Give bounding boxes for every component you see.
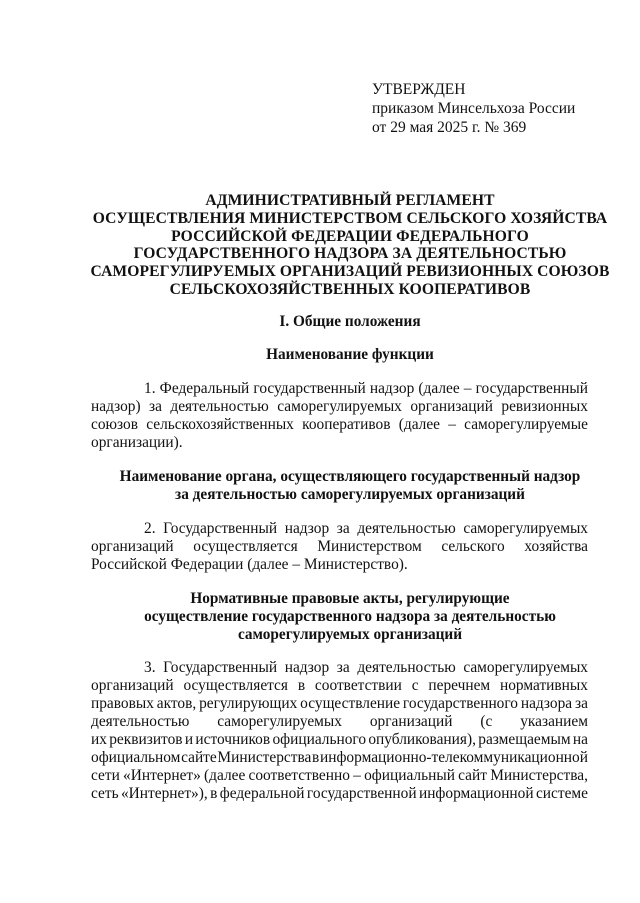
word: сельскохозяйственных <box>146 416 294 433</box>
word: источников <box>195 731 271 748</box>
title-line: ОСУЩЕСТВЛЕНИЯ МИНИСТЕРСТВОМ СЕЛЬСКОГО ХОЗЯЙСТВА <box>92 209 608 227</box>
subsection-heading <box>60 590 640 644</box>
paragraph-line: организации). <box>91 434 183 451</box>
paragraph-line <box>91 785 588 803</box>
word: в <box>297 677 306 694</box>
title-line: ГОСУДАРСТВЕННОГО НАДЗОРА ЗА ДЕЯТЕЛЬНОСТЬЮ <box>133 245 567 263</box>
word: надзор) <box>91 398 141 415</box>
word: Министерства <box>217 749 312 766</box>
word: государственный <box>475 380 588 397</box>
word: организаций <box>410 398 493 415</box>
paragraph-line: Российской Федерации (далее – Министерство). <box>91 556 408 573</box>
word: надзора <box>520 695 573 712</box>
subsection-heading <box>60 346 640 364</box>
paragraph-line <box>91 677 588 695</box>
approval-order: приказом Минсельхоза России <box>372 100 576 117</box>
word: саморегулируемые <box>464 416 588 433</box>
word: нормативных <box>499 677 588 694</box>
word: опубликования), <box>368 731 476 748</box>
word: деятельностью <box>170 398 269 415</box>
word: официального <box>272 731 367 748</box>
word: (далее <box>204 767 246 784</box>
word: соответственно <box>248 767 350 784</box>
title-line: СЕЛЬСКОХОЗЯЙСТВЕННЫХ КООПЕРАТИВОВ <box>169 280 531 298</box>
title-line: РОССИЙСКОЙ ФЕДЕРАЦИИ ФЕДЕРАЛЬНОГО <box>171 227 529 245</box>
word: официальный <box>364 767 455 784</box>
word: и <box>184 731 194 748</box>
word: актов, <box>156 695 197 712</box>
word: деятельностью <box>357 520 456 537</box>
word: сельского <box>441 538 505 555</box>
title-line: САМОРЕГУЛИРУЕМЫХ ОРГАНИЗАЦИЙ РЕВИЗИОННЫХ СОЮЗОВ <box>90 263 610 281</box>
word: Федеральный <box>159 380 250 397</box>
word: деятельностью <box>91 713 190 730</box>
word: информационной <box>418 785 534 802</box>
word: информационно-телекоммуникационной <box>319 749 588 766</box>
word: надзор <box>284 659 330 676</box>
title-line: АДМИНИСТРАТИВНЫЙ РЕГЛАМЕНТ <box>205 192 495 209</box>
word: системе <box>535 785 588 802</box>
paragraph-line <box>91 416 588 434</box>
word: перечнем <box>428 677 491 694</box>
word: регулирующих <box>199 695 298 712</box>
word: Государственный <box>163 520 278 537</box>
word: официальном <box>91 749 181 766</box>
paragraph-line <box>91 695 588 713</box>
word: – <box>353 767 361 784</box>
paragraph-line <box>144 520 588 538</box>
word: за <box>336 659 350 676</box>
word: союзов <box>91 416 138 433</box>
word: за <box>575 695 588 712</box>
word: саморегулируемых <box>277 398 402 415</box>
paragraph-line <box>144 659 588 677</box>
word: федеральной <box>219 785 305 802</box>
word: саморегулируемых <box>463 520 588 537</box>
section-heading-text: I. Общие положения <box>279 313 421 330</box>
word: сети <box>91 767 120 784</box>
word: организаций <box>91 677 174 694</box>
word: 3. <box>144 659 156 676</box>
word: (далее <box>398 416 440 433</box>
subsection-heading-text: саморегулируемых организаций <box>237 626 463 643</box>
word: (с <box>480 713 493 730</box>
paragraph-line <box>91 749 588 767</box>
word: надзор <box>284 520 330 537</box>
word: ревизионных <box>501 398 588 415</box>
word: за <box>149 398 162 415</box>
word: правовых <box>91 695 154 712</box>
word: размещаемым <box>478 731 571 748</box>
approval-stamp <box>372 80 622 137</box>
paragraph-line <box>91 713 588 731</box>
word: сеть <box>91 785 119 802</box>
word: осуществляется <box>193 538 298 555</box>
subsection-heading-text: Наименование органа, осуществляющего государственный надзор <box>119 468 581 485</box>
subsection-heading-text: за деятельностью саморегулируемых организаций <box>175 486 525 503</box>
word: сайте <box>181 749 217 766</box>
word: 2. <box>144 520 156 537</box>
word: на <box>572 731 588 748</box>
section-heading <box>60 313 640 331</box>
word: государственного <box>402 695 518 712</box>
word: сайт <box>458 767 487 784</box>
word: соответствии <box>314 677 402 694</box>
document-title <box>60 192 640 299</box>
approval-status: УТВЕРЖДЕН <box>372 81 466 98</box>
word: с <box>411 677 419 694</box>
word: саморегулируемых <box>217 713 342 730</box>
word: саморегулируемых <box>463 659 588 676</box>
word: Государственный <box>163 659 278 676</box>
word: – <box>448 416 456 433</box>
word: государственной <box>306 785 417 802</box>
word: Министерства, <box>490 767 588 784</box>
subsection-heading-text: Наименование функции <box>266 346 434 363</box>
word: реквизитов <box>109 731 183 748</box>
word: государственный <box>253 380 366 397</box>
paragraph-line <box>91 538 588 556</box>
approval-date: от 29 мая 2025 г. № 369 <box>372 119 527 136</box>
word: «Интернет» <box>123 767 201 784</box>
word: надзор <box>369 380 415 397</box>
word: «Интернет»), <box>120 785 208 802</box>
word: организаций <box>369 713 453 730</box>
word: кооперативов <box>302 416 391 433</box>
word: в <box>210 785 218 802</box>
paragraph-line <box>91 767 588 785</box>
paragraph-line <box>91 731 588 749</box>
word: организаций <box>91 538 174 555</box>
word: деятельностью <box>357 659 456 676</box>
word: Министерством <box>317 538 422 555</box>
word: в <box>312 749 320 766</box>
subsection-heading <box>60 468 640 504</box>
subsection-heading-text: Нормативные правовые акты, регулирующие <box>190 590 510 607</box>
word: за <box>336 520 350 537</box>
word: – <box>463 380 472 397</box>
word: указанием <box>520 713 588 730</box>
word: осуществляется <box>183 677 288 694</box>
word: 1. <box>144 380 156 397</box>
paragraph-line <box>91 398 588 416</box>
word: хозяйства <box>524 538 588 555</box>
paragraph-line <box>144 380 588 398</box>
subsection-heading-text: осуществление государственного надзора за деятельностью <box>144 608 556 625</box>
word: их <box>91 731 107 748</box>
word: осуществление <box>300 695 401 712</box>
word: (далее <box>418 380 460 397</box>
